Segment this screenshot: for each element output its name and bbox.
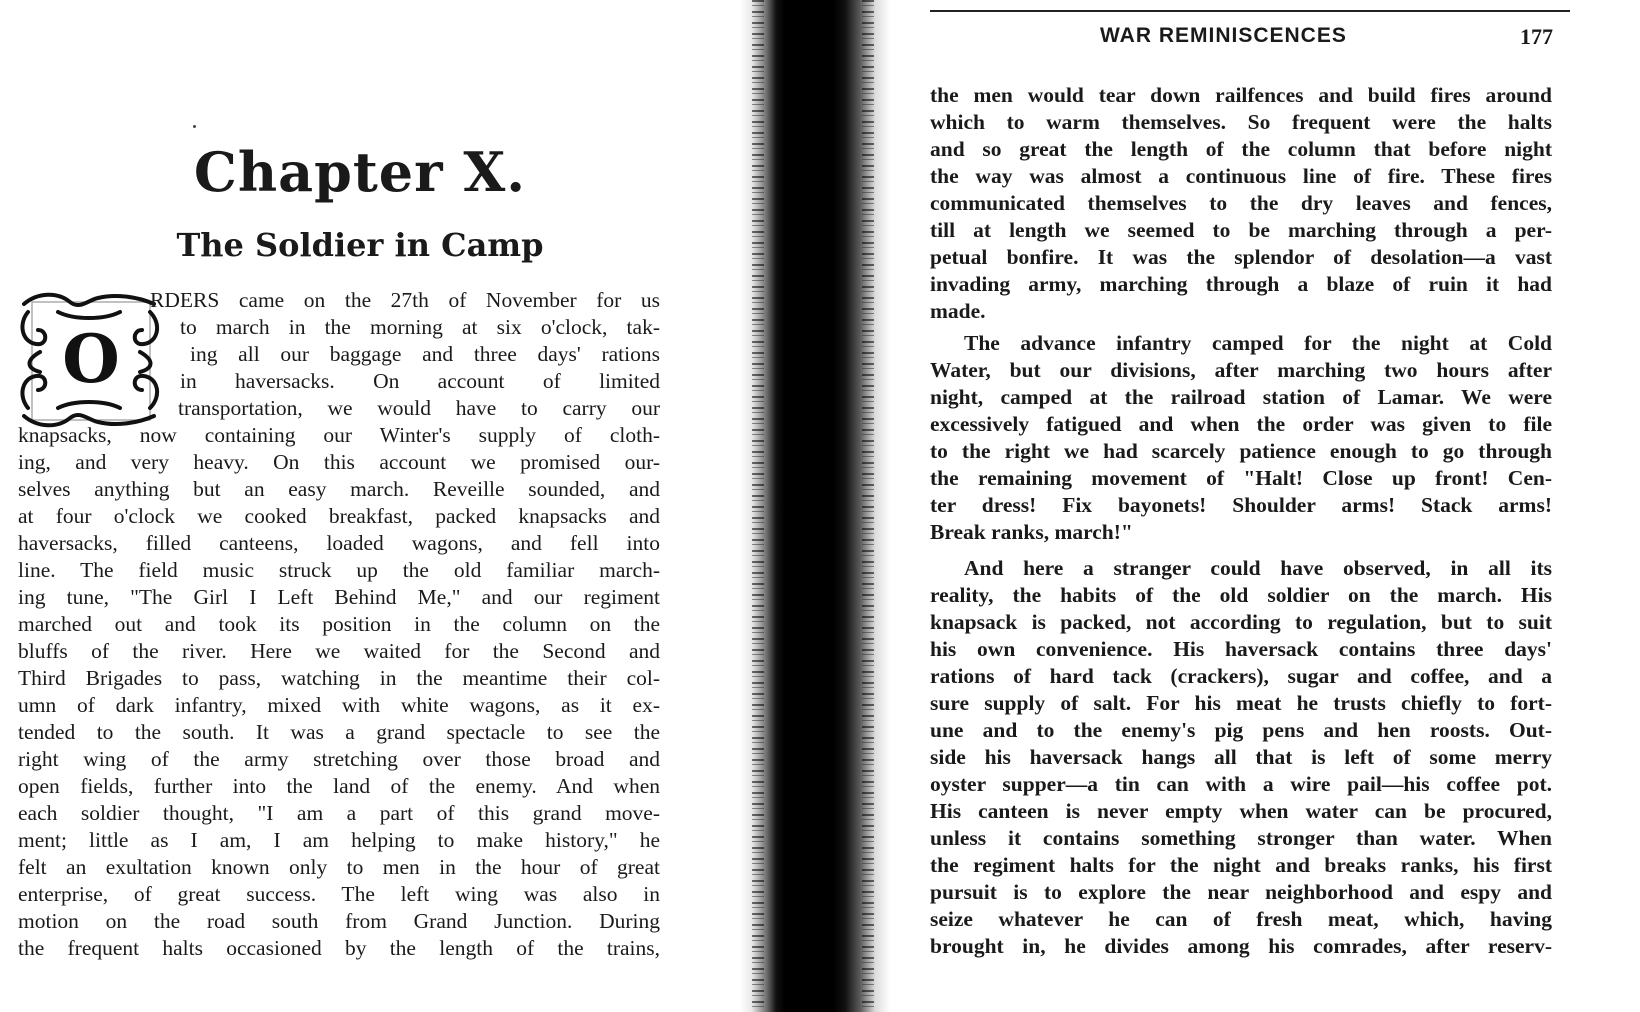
- drop-cap-letter: O: [62, 320, 120, 398]
- text-line: night, camped at the railroad station of Lamar. We were: [930, 385, 1552, 409]
- chapter-title: Chapter X.: [193, 140, 527, 204]
- text-line: knapsacks, now containing our Winter's supply of cloth-: [18, 423, 660, 447]
- text-line: in haversacks. On account of limited: [180, 369, 660, 393]
- text-line: RDERS came on the 27th of November for us: [150, 288, 660, 312]
- text-line: each soldier thought, "I am a part of this grand move-: [18, 801, 660, 825]
- left-page: [0, 0, 720, 1012]
- text-line: communicated themselves to the dry leaves and fences,: [930, 191, 1552, 215]
- gutter-noise: [752, 0, 764, 1012]
- drop-cap-ornament-icon: [18, 290, 168, 430]
- text-line: the way was almost a continuous line of fire. These fires: [930, 164, 1552, 188]
- text-line: haversacks, filled canteens, loaded wagons, and fell into: [18, 531, 660, 555]
- running-head: WAR REMINISCENCES: [1100, 24, 1347, 47]
- text-line: brought in, he divides among his comrades, after reserv-: [930, 934, 1552, 958]
- text-line: to march in the morning at six o'clock, tak-: [180, 315, 660, 339]
- ornamental-drop-cap: [18, 290, 168, 430]
- print-speck: [193, 125, 196, 128]
- text-line: enterprise, of great success. The left wing was also in: [18, 882, 660, 906]
- text-line: tended to the south. It was a grand spectacle to see the: [18, 720, 660, 744]
- text-line: ing all our baggage and three days' rations: [190, 342, 660, 366]
- text-line: Third Brigades to pass, watching in the meantime their col-: [18, 666, 660, 690]
- text-line: umn of dark infantry, mixed with white wagons, as it ex-: [18, 693, 660, 717]
- gutter-noise: [862, 0, 874, 1012]
- text-line: marched out and took its position in the column on the: [18, 612, 660, 636]
- text-line: pursuit is to explore the near neighborhood and espy and: [930, 880, 1552, 904]
- text-line: felt an exultation known only to men in the hour of great: [18, 855, 660, 879]
- text-line: at four o'clock we cooked breakfast, packed knapsacks and: [18, 504, 660, 528]
- header-rule: [930, 10, 1570, 12]
- text-line: unless it contains something stronger than water. When: [930, 826, 1552, 850]
- text-line: And here a stranger could have observed, in all its: [964, 556, 1552, 580]
- text-line: open fields, further into the land of the enemy. And when: [18, 774, 660, 798]
- text-line: bluffs of the river. Here we waited for the Second and: [18, 639, 660, 663]
- text-line: ing tune, "The Girl I Left Behind Me," and our regiment: [18, 585, 660, 609]
- text-line: une and to the enemy's pig pens and hen roosts. Out-: [930, 718, 1552, 742]
- text-line: side his haversack hangs all that is left of some merry: [930, 745, 1552, 769]
- text-line: reality, the habits of the old soldier on the march. His: [930, 583, 1552, 607]
- text-line: ment; little as I am, I am helping to make history," he: [18, 828, 660, 852]
- text-line: ter dress! Fix bayonets! Shoulder arms! Stack arms!: [930, 493, 1552, 517]
- text-line: His canteen is never empty when water can be procured,: [930, 799, 1552, 823]
- text-line: transportation, we would have to carry our: [178, 396, 660, 420]
- text-line: knapsack is packed, not according to regulation, but to suit: [930, 610, 1552, 634]
- text-line: made.: [930, 299, 986, 323]
- text-line: which to warm themselves. So frequent were the halts: [930, 110, 1552, 134]
- text-line: oyster supper—a tin can with a wire pail—his coffee pot.: [930, 772, 1552, 796]
- text-line: Break ranks, march!": [930, 520, 1133, 544]
- text-line: till at length we seemed to be marching through a per-: [930, 218, 1552, 242]
- text-line: the regiment halts for the night and breaks ranks, his first: [930, 853, 1552, 877]
- text-line: excessively fatigued and when the order was given to file: [930, 412, 1552, 436]
- page-number: 177: [1520, 24, 1553, 49]
- text-line: seize whatever he can of fresh meat, which, having: [930, 907, 1552, 931]
- text-line: right wing of the army stretching over those broad and: [18, 747, 660, 771]
- text-line: to the right we had scarcely patience enough to go through: [930, 439, 1552, 463]
- text-line: his own convenience. His haversack contains three days': [930, 637, 1552, 661]
- text-line: petual bonfire. It was the splendor of desolation—a vast: [930, 245, 1552, 269]
- text-line: invading army, marching through a blaze of ruin it had: [930, 272, 1552, 296]
- text-line: the men would tear down railfences and build fires around: [930, 83, 1552, 107]
- chapter-subtitle: The Soldier in Camp: [176, 226, 544, 264]
- text-line: Water, but our divisions, after marching two hours after: [930, 358, 1552, 382]
- text-line: motion on the road south from Grand Junction. During: [18, 909, 660, 933]
- text-line: and so great the length of the column that before night: [930, 137, 1552, 161]
- text-line: selves anything but an easy march. Reveille sounded, and: [18, 477, 660, 501]
- text-line: rations of hard tack (crackers), sugar and coffee, and a: [930, 664, 1552, 688]
- text-line: ing, and very heavy. On this account we promised our-: [18, 450, 660, 474]
- right-page: [930, 0, 1640, 1012]
- text-line: the frequent halts occasioned by the length of the trains,: [18, 936, 660, 960]
- text-line: The advance infantry camped for the night at Cold: [964, 331, 1552, 355]
- text-line: sure supply of salt. For his meat he trusts chiefly to fort-: [930, 691, 1552, 715]
- text-line: line. The field music struck up the old familiar march-: [18, 558, 660, 582]
- text-line: the remaining movement of "Halt! Close up front! Cen-: [930, 466, 1552, 490]
